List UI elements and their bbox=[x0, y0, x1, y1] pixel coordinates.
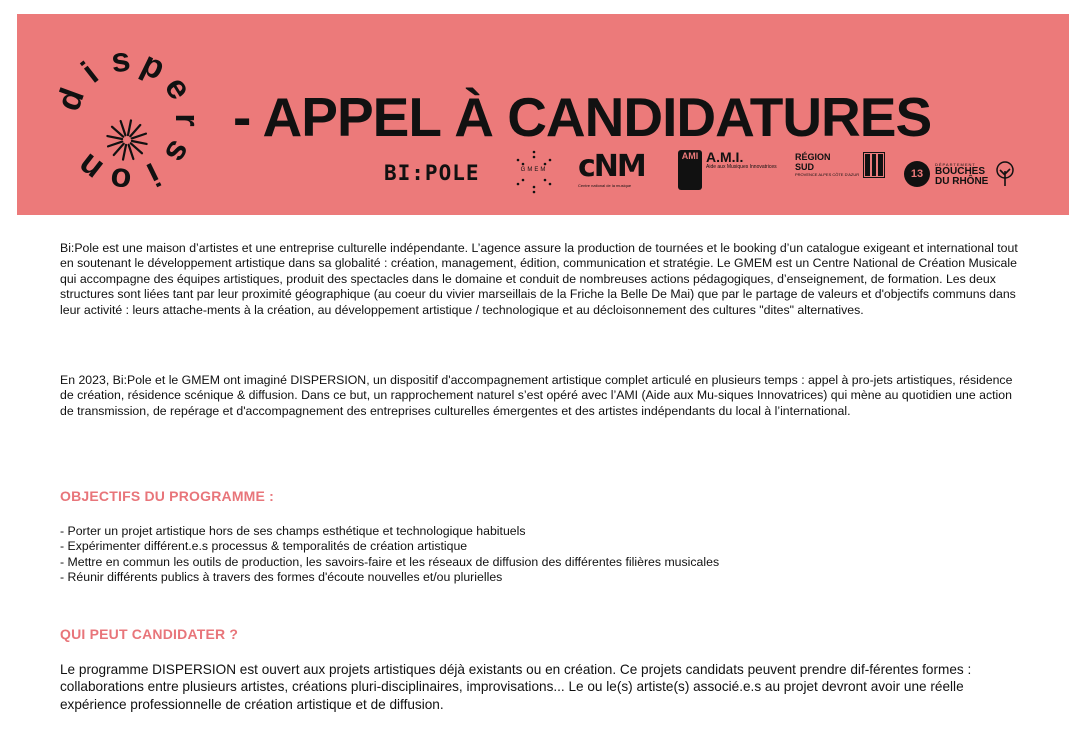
intro-paragraph: Bi:Pole est une maison d’artistes et une entreprise culturelle indépendante. L’agence assure la production de tournées et le booking d’un catalogue exigeant et international tout en soutenant le développement artistique dans sa globalité : création, management, édition, communication et stratégie. Le GMEM est un Centre National de Création Musicale qui accompagne des équipes artistiques, produit des spectacles dans le domaine et conduit de nombreuses actions pédagogiques, d’enseignement, de formation. Les deux structures sont liées tant par leur proximité géographique (au coeur du vivier marseillais de la Friche la Belle De Mai) que par le partage de valeurs et d'objectifs communs dans leur activité : leurs attache-ments à la création, au développement artistique / technologique et au décloisonnement des cultures "dites" alternatives. bbox=[60, 241, 1018, 317]
main-content bbox=[60, 241, 1026, 712]
dept-line1: BOUCHES bbox=[935, 165, 986, 177]
logo-letter: i bbox=[140, 154, 166, 194]
region-sud-logo bbox=[795, 152, 885, 178]
logo-letter: n bbox=[70, 145, 110, 189]
cnm-logo bbox=[578, 149, 645, 188]
region-line1: RÉGION bbox=[795, 152, 831, 162]
logo-burst-line bbox=[128, 120, 131, 135]
ami-subtitle: Aide aux Musiques Innovatrices bbox=[706, 164, 777, 170]
cnm-mark: cNM bbox=[578, 149, 645, 184]
who-can-apply-paragraph: Le programme DISPERSION est ouvert aux projets artistiques déjà existants ou en création. Ce projets candidats peuvent prendre dif-férentes formes : collaborations entre plusieurs artistes, créations pluri-disciplinaires, improvisations... Le ou le(s) artiste(s) associé.e.s au projet devront avoir une réelle expérience professionnelle de création artistique et de diffusion. bbox=[60, 662, 972, 712]
list-item: - Mettre en commun les outils de production, les savoirs-faire et les réseaux de diffusion des différentes filières musicales bbox=[60, 554, 720, 569]
bipole-logo: BI:POLE bbox=[384, 161, 480, 185]
ami-logo bbox=[678, 150, 777, 190]
logo-burst-line bbox=[108, 142, 122, 147]
logo-burst-line bbox=[132, 141, 147, 144]
dept-13-badge-icon: 13 bbox=[904, 161, 930, 187]
header-banner bbox=[17, 14, 1069, 215]
cnm-subtitle: Centre national de la musique bbox=[578, 183, 632, 188]
ami-badge-icon: AMI bbox=[678, 150, 702, 190]
tree-icon bbox=[993, 161, 1017, 187]
logo-burst-line bbox=[132, 134, 146, 139]
region-flag-icon bbox=[863, 152, 885, 178]
list-item: - Porter un projet artistique hors de ses champs esthétique et technologique habituels bbox=[60, 524, 526, 538]
logo-letter: s bbox=[109, 40, 133, 81]
logo-burst-line bbox=[121, 121, 126, 135]
logo-letter: o bbox=[108, 159, 134, 200]
logo-burst-line bbox=[107, 136, 122, 139]
objectives-heading: OBJECTIFS DU PROGRAMME : bbox=[60, 488, 275, 504]
logo-burst-line bbox=[131, 143, 142, 153]
logo-burst-line bbox=[129, 145, 134, 159]
dept-label: DÉPARTEMENT bbox=[935, 161, 976, 167]
logo-letter: p bbox=[135, 44, 171, 88]
who-can-apply-heading: QUI PEUT CANDIDATER ? bbox=[60, 626, 239, 642]
gmem-logo bbox=[510, 148, 558, 196]
gmem-label: GMEM bbox=[520, 167, 548, 173]
dept-line2: DU RHÔNE bbox=[935, 175, 989, 187]
logo-letter: i bbox=[74, 54, 106, 91]
logo-burst-line bbox=[123, 145, 126, 160]
dispersion-logo bbox=[47, 40, 207, 200]
dispersion-paragraph: En 2023, Bi:Pole et le GMEM ont imaginé DISPERSION, un dispositif d'accompagnement artistique complet articulé en plusieurs temps : appel à pro-jets artistiques, résidence de création, résidence scénique & diffusion. Dans ce but, un rapprochement naturel s’est opéré avec l’AMI (Aide aux Mu-siques Innovatrices) qui mène au quotidien une action de transmission, de repérage et d'accompagnement des entreprises culturelles émergentes et des artistes indépendants du local à l’international. bbox=[60, 373, 1013, 418]
logo-burst-line bbox=[114, 144, 124, 155]
bouches-du-rhone-logo bbox=[904, 161, 1017, 187]
logo-burst-line bbox=[112, 127, 123, 137]
objectives-list bbox=[60, 524, 719, 585]
page-title: - APPEL À CANDIDATURES bbox=[233, 86, 932, 148]
ami-title: A.M.I. bbox=[706, 149, 744, 165]
list-item: - Réunir différents publics à travers des formes d'écoute nouvelles et/ou plurielles bbox=[60, 569, 503, 584]
logo-burst-line bbox=[130, 125, 140, 136]
logo-letter: s bbox=[156, 133, 200, 170]
region-subtitle: PROVENCE ALPES CÔTE D'AZUR bbox=[795, 172, 860, 177]
logo-letter: d bbox=[49, 83, 93, 116]
logo-letter: e bbox=[156, 70, 200, 107]
list-item: - Expérimenter différent.e.s processus & temporalités de création artistique bbox=[60, 539, 468, 554]
logo-letter: r bbox=[168, 113, 207, 127]
region-line2: SUD bbox=[795, 162, 815, 172]
